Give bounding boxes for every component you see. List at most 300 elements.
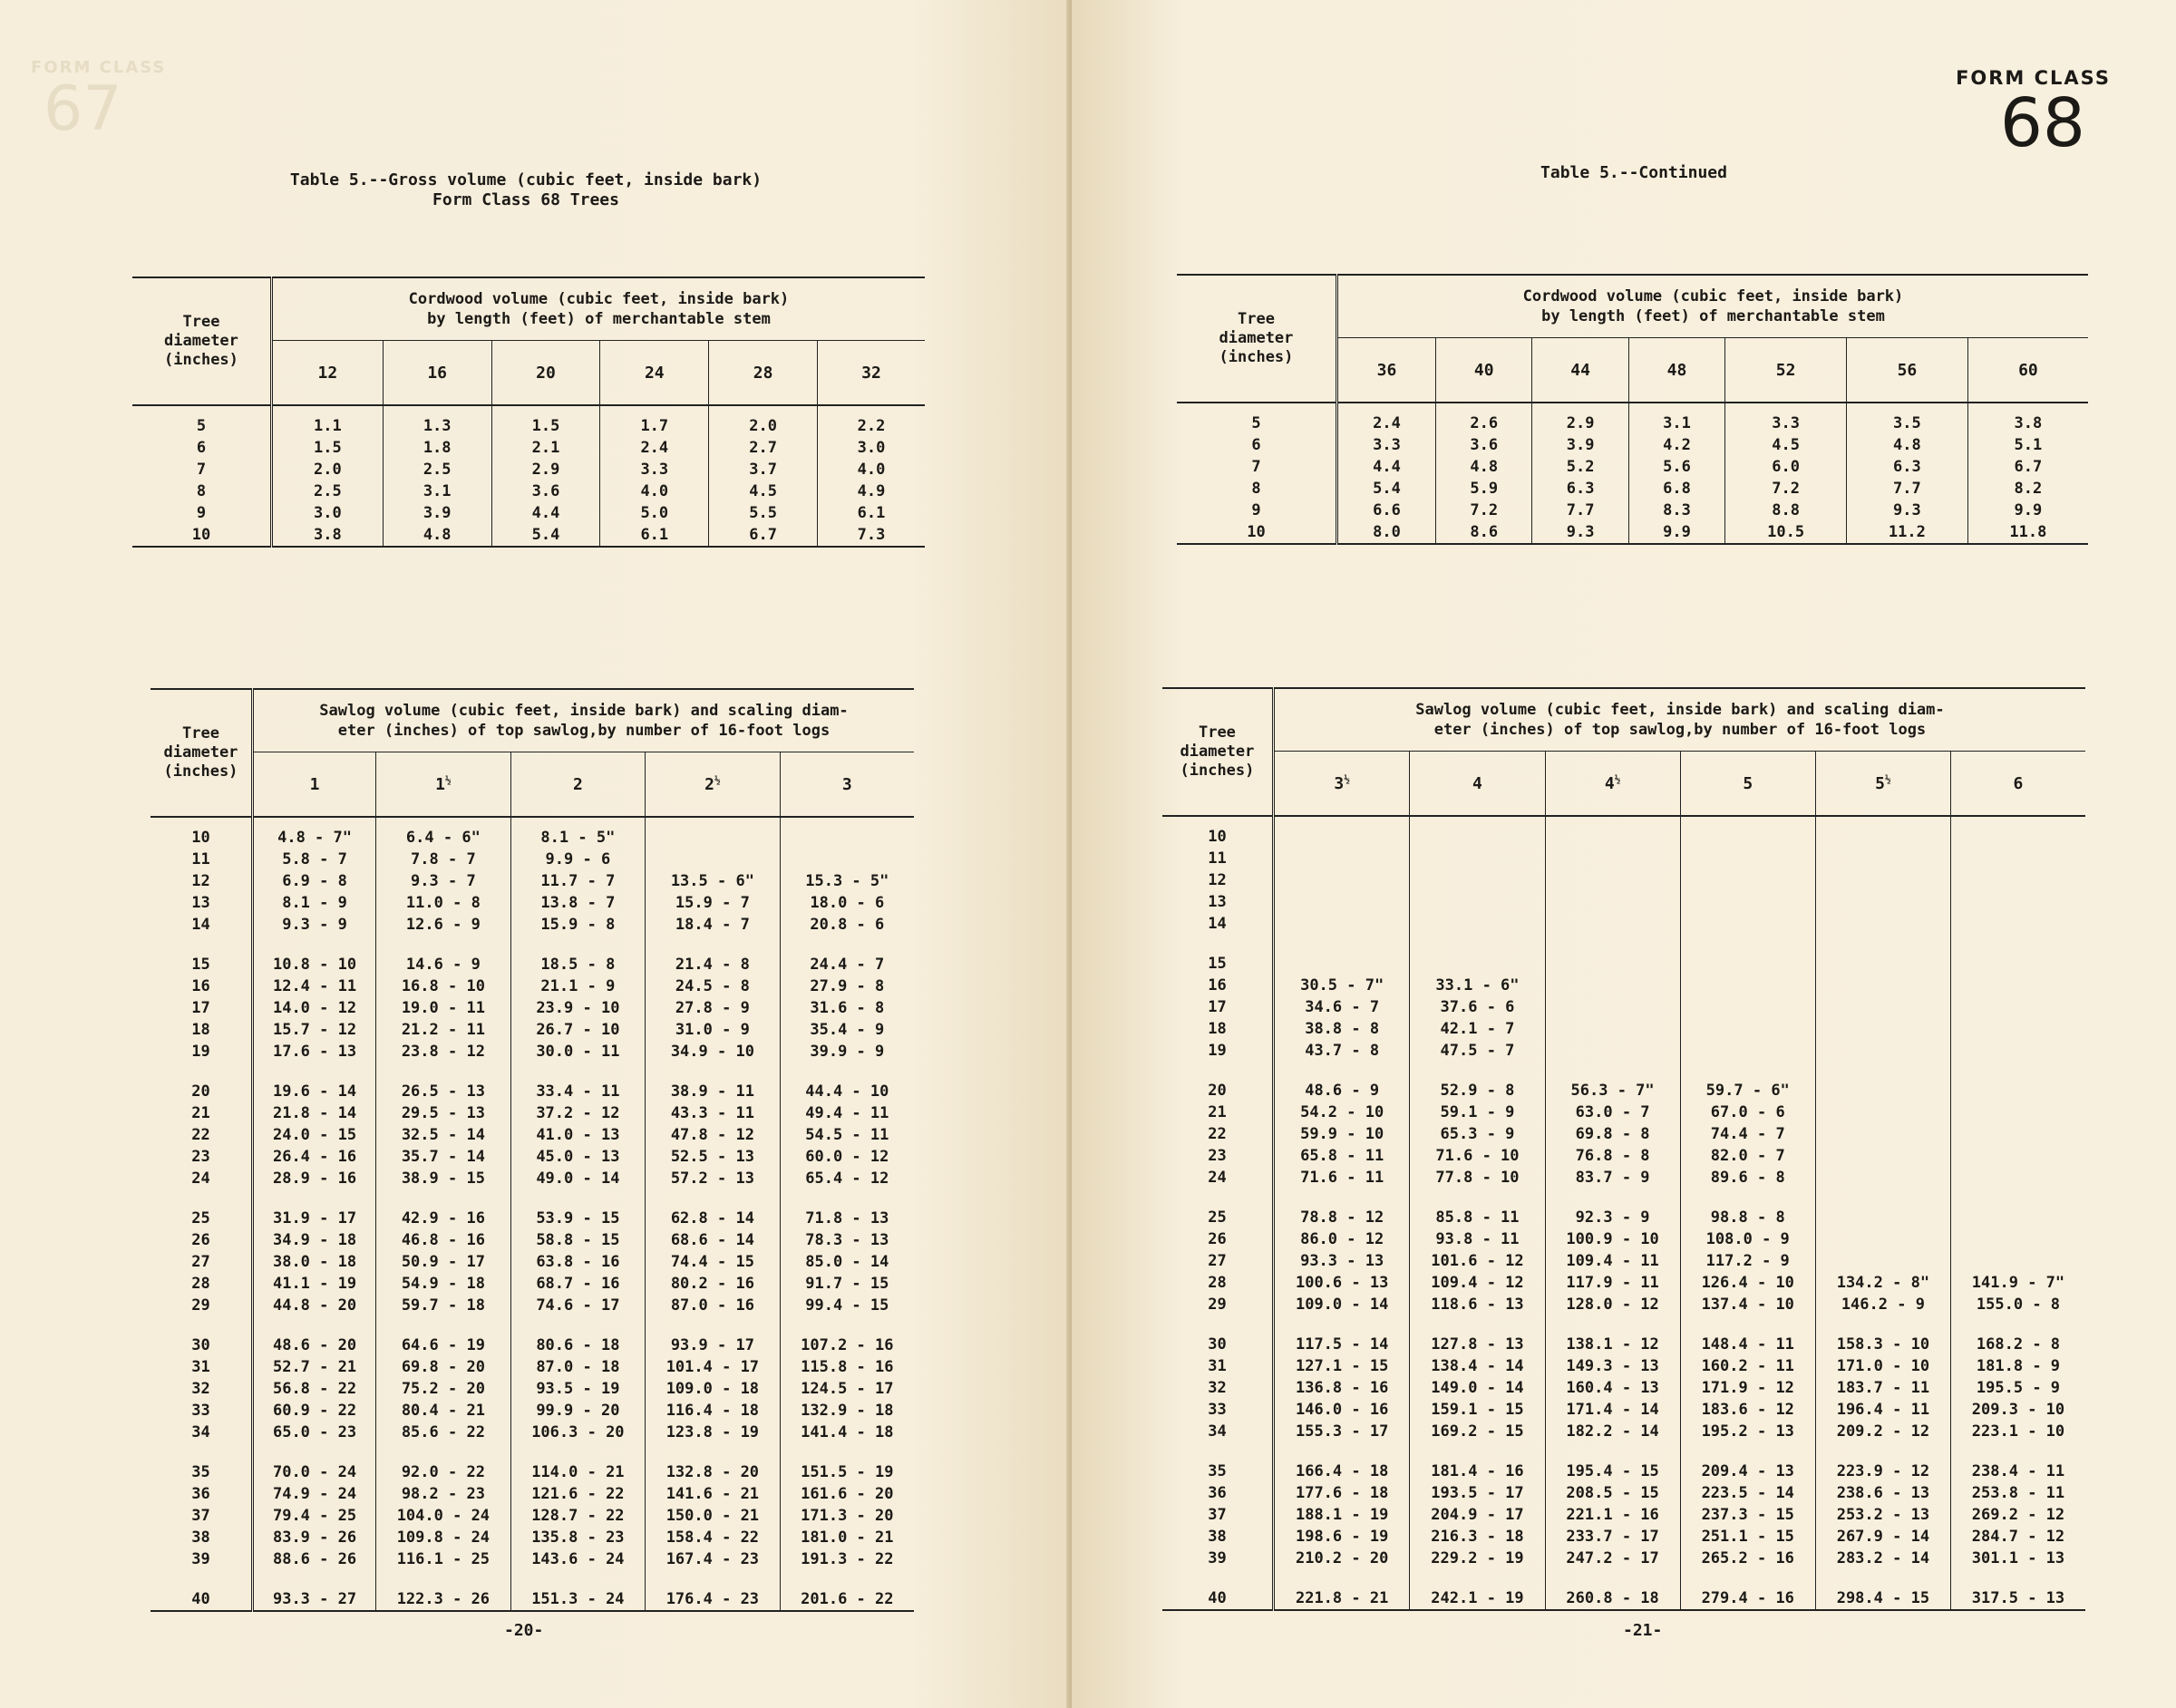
volume-cell: 14.6 - 9 <box>376 954 511 975</box>
spacer-cell <box>376 1063 511 1081</box>
volume-cell: 6.9 - 8 <box>252 870 375 892</box>
spacer-cell <box>1545 1315 1680 1334</box>
volume-cell: 210.2 - 20 <box>1273 1548 1409 1569</box>
table-row <box>1162 1421 2085 1442</box>
volume-cell: 17.6 - 13 <box>252 1041 375 1063</box>
volume-cell: 85.0 - 14 <box>780 1251 914 1273</box>
volume-cell: 146.2 - 9 <box>1815 1294 1950 1315</box>
volume-cell: 201.6 - 22 <box>780 1588 914 1611</box>
diameter-cell: 39 <box>151 1548 252 1570</box>
spacer-cell <box>1273 1442 1409 1461</box>
volume-cell: 9.9 - 6 <box>510 849 646 870</box>
volume-cell: 279.4 - 16 <box>1680 1587 1815 1610</box>
table-row <box>1162 1167 2085 1189</box>
column-header <box>1950 752 2085 817</box>
volume-cell: 80.6 - 18 <box>510 1334 646 1356</box>
volume-cell: 141.9 - 7" <box>1950 1272 2085 1294</box>
table-row <box>151 1356 914 1378</box>
table-row <box>1177 434 2088 456</box>
diameter-cell: 9 <box>1177 500 1336 521</box>
volume-cell: 247.2 - 17 <box>1545 1548 1680 1569</box>
table-row <box>1162 1377 2085 1399</box>
volume-cell: 208.5 - 15 <box>1545 1482 1680 1504</box>
volume-cell: 44.4 - 10 <box>780 1081 914 1102</box>
volume-cell <box>1950 913 2085 935</box>
diameter-cell: 11 <box>151 849 252 870</box>
form-class-number: 68 <box>1999 84 2085 162</box>
spacer-cell <box>1950 1315 2085 1334</box>
volume-cell: 4.0 <box>818 459 925 480</box>
group-spacer <box>151 1063 914 1081</box>
spacer-cell <box>1950 1062 2085 1080</box>
column-header: 52 <box>1725 338 1847 403</box>
spacer-cell <box>780 936 914 954</box>
volume-cell: 93.3 - 27 <box>252 1588 375 1611</box>
diameter-cell: 26 <box>151 1229 252 1251</box>
volume-cell: 24.5 - 8 <box>646 975 781 997</box>
diameter-cell: 12 <box>151 870 252 892</box>
volume-cell <box>1950 953 2085 975</box>
volume-cell: 10.5 <box>1725 521 1847 544</box>
table-row <box>1162 1145 2085 1167</box>
table-row <box>151 1588 914 1611</box>
table-row <box>1162 869 2085 891</box>
volume-cell: 8.6 <box>1436 521 1532 544</box>
table-row <box>151 817 914 849</box>
volume-cell: 5.2 <box>1532 456 1628 478</box>
spacer-cell <box>376 1316 511 1334</box>
group-spacer <box>151 1570 914 1588</box>
volume-cell: 5.4 <box>491 524 600 547</box>
volume-cell: 3.5 <box>1847 403 1968 434</box>
volume-cell: 9.3 <box>1847 500 1968 521</box>
volume-cell: 136.8 - 16 <box>1273 1377 1409 1399</box>
column-header: 60 <box>1967 338 2088 403</box>
column-header-whole: 3 <box>841 775 852 794</box>
volume-cell: 181.4 - 16 <box>1410 1461 1545 1482</box>
volume-cell: 50.9 - 17 <box>376 1251 511 1273</box>
volume-cell: 74.4 - 15 <box>646 1251 781 1273</box>
volume-cell: 150.0 - 21 <box>646 1505 781 1527</box>
cordwood-table-left <box>132 277 925 548</box>
group-spacer <box>1162 1189 2085 1207</box>
spacer-cell <box>1950 1442 2085 1461</box>
diameter-cell: 38 <box>1162 1526 1273 1548</box>
spacer-cell <box>646 1316 781 1334</box>
volume-cell: 10.8 - 10 <box>252 954 375 975</box>
group-header <box>1336 275 2088 338</box>
volume-cell: 65.4 - 12 <box>780 1168 914 1189</box>
spacer-cell <box>1545 1569 1680 1587</box>
diameter-cell: 5 <box>132 405 271 437</box>
volume-cell: 1.5 <box>491 405 600 437</box>
volume-cell: 108.0 - 9 <box>1680 1228 1815 1250</box>
volume-cell: 68.7 - 16 <box>510 1273 646 1295</box>
volume-cell <box>1950 1228 2085 1250</box>
volume-cell: 151.5 - 19 <box>780 1461 914 1483</box>
volume-cell: 160.4 - 13 <box>1545 1377 1680 1399</box>
volume-cell <box>1410 816 1545 848</box>
volume-cell <box>1815 1145 1950 1167</box>
volume-cell: 195.2 - 13 <box>1680 1421 1815 1442</box>
volume-cell <box>1273 816 1409 848</box>
volume-cell: 6.1 <box>818 502 925 524</box>
volume-cell: 117.9 - 11 <box>1545 1272 1680 1294</box>
spacer-cell <box>1680 935 1815 953</box>
volume-cell: 183.6 - 12 <box>1680 1399 1815 1421</box>
volume-cell: 65.3 - 9 <box>1410 1123 1545 1145</box>
diameter-cell: 25 <box>1162 1207 1273 1228</box>
volume-cell <box>780 849 914 870</box>
volume-cell: 223.1 - 10 <box>1950 1421 2085 1442</box>
table-row <box>1177 500 2088 521</box>
volume-cell: 34.9 - 18 <box>252 1229 375 1251</box>
volume-cell: 171.0 - 10 <box>1815 1355 1950 1377</box>
volume-cell <box>1545 1040 1680 1062</box>
diameter-cell: 10 <box>151 817 252 849</box>
volume-cell: 229.2 - 19 <box>1410 1548 1545 1569</box>
table-row <box>1162 891 2085 913</box>
volume-cell <box>1950 1123 2085 1145</box>
volume-cell: 116.4 - 18 <box>646 1400 781 1422</box>
column-header <box>1815 752 1950 817</box>
diameter-header-line: (inches) <box>164 351 238 369</box>
volume-cell: 237.3 - 15 <box>1680 1504 1815 1526</box>
column-header: 48 <box>1628 338 1724 403</box>
volume-cell: 167.4 - 23 <box>646 1548 781 1570</box>
spacer-cell <box>1273 935 1409 953</box>
volume-cell: 4.5 <box>709 480 818 502</box>
group-spacer <box>1162 1062 2085 1080</box>
volume-cell: 85.8 - 11 <box>1410 1207 1545 1228</box>
volume-cell: 41.0 - 13 <box>510 1124 646 1146</box>
table-row <box>151 1251 914 1273</box>
table-row <box>151 1461 914 1483</box>
volume-cell <box>1545 996 1680 1018</box>
volume-cell: 9.3 - 7 <box>376 870 511 892</box>
table-row <box>151 1081 914 1102</box>
table-row <box>1162 816 2085 848</box>
volume-cell: 37.2 - 12 <box>510 1102 646 1124</box>
diameter-cell: 14 <box>151 914 252 936</box>
volume-cell: 260.8 - 18 <box>1545 1587 1680 1610</box>
table-row <box>132 459 925 480</box>
volume-cell <box>1410 848 1545 869</box>
volume-cell: 38.0 - 18 <box>252 1251 375 1273</box>
spacer-cell <box>1273 1569 1409 1587</box>
diameter-cell: 30 <box>151 1334 252 1356</box>
column-header-fraction: ½ <box>444 774 452 786</box>
volume-cell: 182.2 - 14 <box>1545 1421 1680 1442</box>
spacer-cell <box>1410 1062 1545 1080</box>
volume-cell: 33.1 - 6" <box>1410 975 1545 996</box>
spacer-cell <box>510 936 646 954</box>
volume-cell: 98.2 - 23 <box>376 1483 511 1505</box>
volume-cell: 2.2 <box>818 405 925 437</box>
volume-cell: 115.8 - 16 <box>780 1356 914 1378</box>
volume-cell: 53.9 - 15 <box>510 1208 646 1229</box>
table-row <box>1162 1482 2085 1504</box>
table-row <box>151 1019 914 1041</box>
table-row <box>1162 1101 2085 1123</box>
right-table-title: Table 5.--Continued <box>1540 163 1727 182</box>
volume-cell: 2.4 <box>600 437 709 459</box>
volume-cell <box>1545 913 1680 935</box>
ghost-form-class-label: FORM CLASS <box>31 58 167 77</box>
column-header: 32 <box>818 341 925 406</box>
volume-cell <box>646 849 781 870</box>
diameter-cell: 17 <box>151 997 252 1019</box>
column-header-whole: 4 <box>1472 774 1482 793</box>
table-row <box>1162 1526 2085 1548</box>
diameter-cell: 9 <box>132 502 271 524</box>
volume-cell: 253.8 - 11 <box>1950 1482 2085 1504</box>
diameter-cell: 7 <box>132 459 271 480</box>
volume-cell: 48.6 - 9 <box>1273 1080 1409 1101</box>
diameter-cell: 31 <box>151 1356 252 1378</box>
cordwood-table-right <box>1177 274 2088 545</box>
volume-cell: 87.0 - 16 <box>646 1295 781 1316</box>
column-header: 16 <box>383 341 491 406</box>
group-header-line-1: Cordwood volume (cubic feet, inside bark) <box>1522 287 1904 306</box>
volume-cell: 4.8 <box>1436 456 1532 478</box>
volume-cell: 64.6 - 19 <box>376 1334 511 1356</box>
page-number: -21- <box>1623 1621 1663 1640</box>
volume-cell: 2.5 <box>383 459 491 480</box>
volume-cell: 238.6 - 13 <box>1815 1482 1950 1504</box>
diameter-cell: 20 <box>151 1081 252 1102</box>
volume-cell: 98.8 - 8 <box>1680 1207 1815 1228</box>
volume-cell: 71.8 - 13 <box>780 1208 914 1229</box>
volume-cell <box>1680 1040 1815 1062</box>
column-header <box>780 752 914 818</box>
diameter-cell: 28 <box>151 1273 252 1295</box>
volume-cell <box>1680 953 1815 975</box>
volume-cell: 124.5 - 17 <box>780 1378 914 1400</box>
diameter-cell: 29 <box>1162 1294 1273 1315</box>
volume-cell: 60.9 - 22 <box>252 1400 375 1422</box>
sawlog-table-right <box>1162 687 2085 1611</box>
spacer-cell <box>151 1570 252 1588</box>
spacer-cell <box>151 1316 252 1334</box>
column-header <box>1273 752 1409 817</box>
table-row <box>132 524 925 547</box>
volume-cell: 46.8 - 16 <box>376 1229 511 1251</box>
table-row <box>1162 1587 2085 1610</box>
volume-cell: 68.6 - 14 <box>646 1229 781 1251</box>
spacer-cell <box>1410 1315 1545 1334</box>
column-header-whole: 1 <box>435 775 445 794</box>
volume-cell: 109.4 - 11 <box>1545 1250 1680 1272</box>
volume-cell <box>1950 1167 2085 1189</box>
diameter-cell: 24 <box>1162 1167 1273 1189</box>
volume-cell: 19.0 - 11 <box>376 997 511 1019</box>
spacer-cell <box>1950 1569 2085 1587</box>
diameter-cell: 40 <box>151 1588 252 1611</box>
volume-cell: 193.5 - 17 <box>1410 1482 1545 1504</box>
volume-cell: 35.7 - 14 <box>376 1146 511 1168</box>
volume-cell: 2.0 <box>709 405 818 437</box>
volume-cell <box>780 817 914 849</box>
volume-cell: 5.6 <box>1628 456 1724 478</box>
spacer-cell <box>510 1316 646 1334</box>
volume-cell: 5.0 <box>600 502 709 524</box>
table-row <box>151 1483 914 1505</box>
volume-cell: 4.9 <box>818 480 925 502</box>
volume-cell: 143.6 - 24 <box>510 1548 646 1570</box>
volume-cell <box>1815 816 1950 848</box>
table-row <box>151 914 914 936</box>
volume-cell: 171.9 - 12 <box>1680 1377 1815 1399</box>
group-spacer <box>1162 1442 2085 1461</box>
volume-cell: 209.2 - 12 <box>1815 1421 1950 1442</box>
diameter-header <box>1162 688 1273 816</box>
volume-cell: 3.3 <box>600 459 709 480</box>
table-row <box>151 997 914 1019</box>
volume-cell <box>1815 1040 1950 1062</box>
volume-cell <box>1815 1101 1950 1123</box>
volume-cell: 181.8 - 9 <box>1950 1355 2085 1377</box>
table-row <box>151 1229 914 1251</box>
volume-cell: 58.8 - 15 <box>510 1229 646 1251</box>
volume-cell <box>1815 1250 1950 1272</box>
group-header-line-1: Sawlog volume (cubic feet, inside bark) and scaling diam- <box>319 702 849 720</box>
volume-cell: 107.2 - 16 <box>780 1334 914 1356</box>
volume-cell: 127.8 - 13 <box>1410 1334 1545 1355</box>
volume-cell: 6.7 <box>709 524 818 547</box>
volume-cell: 3.3 <box>1336 434 1435 456</box>
spacer-cell <box>151 936 252 954</box>
volume-cell <box>1950 891 2085 913</box>
volume-cell: 3.6 <box>1436 434 1532 456</box>
volume-cell: 176.4 - 23 <box>646 1588 781 1611</box>
volume-cell <box>1815 1080 1950 1101</box>
left-table-title <box>272 170 780 210</box>
volume-cell: 123.8 - 19 <box>646 1422 781 1443</box>
spacer-cell <box>1545 1062 1680 1080</box>
table-row <box>151 1208 914 1229</box>
spacer-cell <box>646 1063 781 1081</box>
volume-cell <box>1680 891 1815 913</box>
diameter-header <box>132 277 271 405</box>
column-header: 40 <box>1436 338 1532 403</box>
volume-cell: 118.6 - 13 <box>1410 1294 1545 1315</box>
volume-cell: 13.5 - 6" <box>646 870 781 892</box>
volume-cell <box>1680 816 1815 848</box>
volume-cell: 132.9 - 18 <box>780 1400 914 1422</box>
diameter-cell: 16 <box>1162 975 1273 996</box>
volume-cell: 269.2 - 12 <box>1950 1504 2085 1526</box>
volume-cell <box>1545 1018 1680 1040</box>
volume-cell <box>1273 953 1409 975</box>
volume-cell: 7.7 <box>1532 500 1628 521</box>
table-row <box>1162 953 2085 975</box>
table-row <box>1162 1399 2085 1421</box>
spacer-cell <box>1815 935 1950 953</box>
spacer-cell <box>1545 1442 1680 1461</box>
volume-cell: 188.1 - 19 <box>1273 1504 1409 1526</box>
table-row <box>151 1146 914 1168</box>
column-header <box>1680 752 1815 817</box>
volume-cell: 4.8 <box>1847 434 1968 456</box>
volume-cell: 99.4 - 15 <box>780 1295 914 1316</box>
volume-cell <box>1273 913 1409 935</box>
diameter-header-line: Tree <box>1198 723 1236 742</box>
spacer-cell <box>646 1570 781 1588</box>
volume-cell: 26.5 - 13 <box>376 1081 511 1102</box>
volume-cell: 67.0 - 6 <box>1680 1101 1815 1123</box>
volume-cell: 138.1 - 12 <box>1545 1334 1680 1355</box>
volume-cell: 12.6 - 9 <box>376 914 511 936</box>
volume-cell <box>1680 1018 1815 1040</box>
volume-cell <box>1815 913 1950 935</box>
column-header <box>510 752 646 818</box>
table-row <box>1162 1207 2085 1228</box>
volume-cell: 195.4 - 15 <box>1545 1461 1680 1482</box>
volume-cell: 168.2 - 8 <box>1950 1334 2085 1355</box>
diameter-cell: 18 <box>151 1019 252 1041</box>
diameter-cell: 19 <box>1162 1040 1273 1062</box>
spacer-cell <box>1815 1315 1950 1334</box>
volume-cell: 195.5 - 9 <box>1950 1377 2085 1399</box>
diameter-header <box>151 689 252 817</box>
volume-cell <box>1815 975 1950 996</box>
volume-cell: 251.1 - 15 <box>1680 1526 1815 1548</box>
column-header: 12 <box>271 341 383 406</box>
diameter-cell: 5 <box>1177 403 1336 434</box>
volume-cell: 7.2 <box>1725 478 1847 500</box>
volume-cell: 26.4 - 16 <box>252 1146 375 1168</box>
spacer-cell <box>646 1443 781 1461</box>
volume-cell: 6.4 - 6" <box>376 817 511 849</box>
column-header-whole: 5 <box>1743 774 1753 793</box>
table-row <box>151 849 914 870</box>
spacer-cell <box>1680 1189 1815 1207</box>
column-header <box>646 752 781 818</box>
volume-cell: 171.4 - 14 <box>1545 1399 1680 1421</box>
spacer-cell <box>780 1063 914 1081</box>
volume-cell: 6.7 <box>1967 456 2088 478</box>
volume-cell: 3.9 <box>383 502 491 524</box>
volume-cell: 2.5 <box>271 480 383 502</box>
left-page <box>0 0 1072 1708</box>
diameter-cell: 13 <box>151 892 252 914</box>
volume-cell: 12.4 - 11 <box>252 975 375 997</box>
volume-cell: 253.2 - 13 <box>1815 1504 1950 1526</box>
spacer-cell <box>151 1189 252 1208</box>
volume-cell: 21.8 - 14 <box>252 1102 375 1124</box>
spacer-cell <box>1815 1062 1950 1080</box>
diameter-cell: 33 <box>1162 1399 1273 1421</box>
spacer-cell <box>510 1063 646 1081</box>
diameter-cell: 29 <box>151 1295 252 1316</box>
volume-cell: 15.7 - 12 <box>252 1019 375 1041</box>
spacer-cell <box>1162 1189 1273 1207</box>
spacer-cell <box>1680 1569 1815 1587</box>
volume-cell: 7.8 - 7 <box>376 849 511 870</box>
volume-cell: 44.8 - 20 <box>252 1295 375 1316</box>
volume-cell <box>1950 975 2085 996</box>
volume-cell: 54.5 - 11 <box>780 1124 914 1146</box>
volume-cell: 38.9 - 11 <box>646 1081 781 1102</box>
volume-cell: 4.5 <box>1725 434 1847 456</box>
volume-cell: 149.0 - 14 <box>1410 1377 1545 1399</box>
volume-cell: 71.6 - 11 <box>1273 1167 1409 1189</box>
group-header <box>1273 688 2085 752</box>
volume-cell: 2.9 <box>1532 403 1628 434</box>
volume-cell: 171.3 - 20 <box>780 1505 914 1527</box>
volume-cell: 128.0 - 12 <box>1545 1294 1680 1315</box>
